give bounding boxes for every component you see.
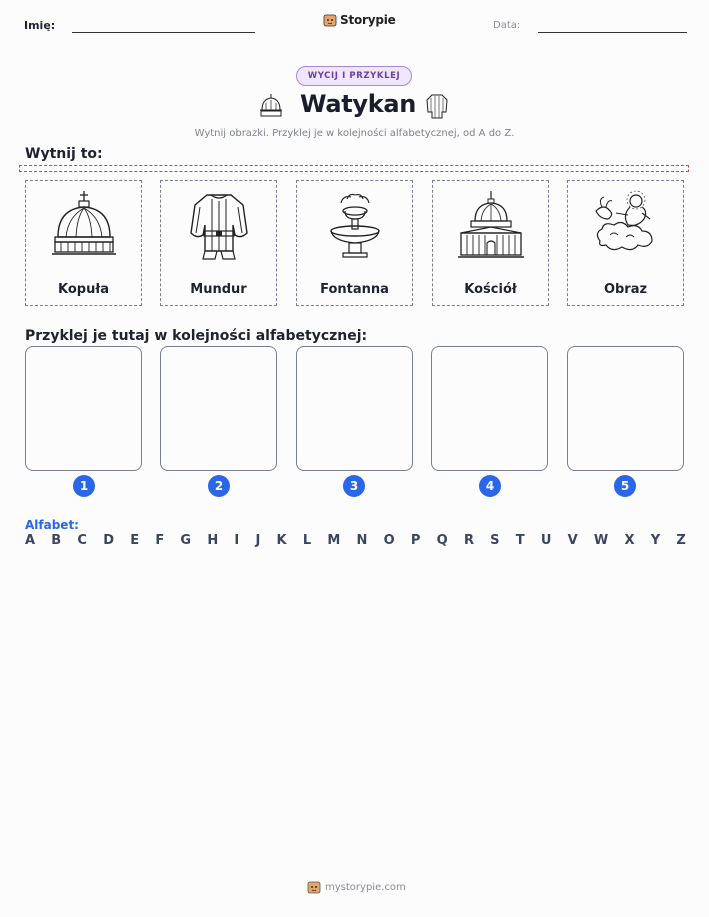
card-label: Kościół xyxy=(464,282,517,297)
alphabet-letter: R xyxy=(463,533,474,548)
alphabet-letter: B xyxy=(51,533,62,548)
alphabet-letter: L xyxy=(302,533,312,548)
alphabet-letter: J xyxy=(255,533,261,548)
paste-section-label: Przyklej je tutaj w kolejności alfabetycznej: xyxy=(25,328,368,344)
cut-card[interactable] xyxy=(296,180,413,306)
cut-card[interactable] xyxy=(432,180,549,306)
alphabet-letter: U xyxy=(540,533,552,548)
activity-badge: WYCIJ I PRZYKLEJ xyxy=(296,66,412,86)
fountain-icon xyxy=(321,189,389,265)
alphabet-letter: A xyxy=(25,533,36,548)
alphabet-letter: Z xyxy=(676,533,686,548)
alphabet-letter: C xyxy=(77,533,87,548)
alphabet-letter: M xyxy=(327,533,341,548)
uniform-icon xyxy=(185,189,253,265)
alphabet-letter: X xyxy=(624,533,635,548)
cut-card[interactable] xyxy=(567,180,684,306)
name-label: Imię: xyxy=(24,19,56,32)
brand-name: Storypie xyxy=(340,13,396,27)
slot-number: 2 xyxy=(208,475,230,497)
slot-number: 5 xyxy=(614,475,636,497)
alphabet-letter: E xyxy=(130,533,140,548)
paste-slot[interactable] xyxy=(296,346,413,471)
paste-slot[interactable] xyxy=(431,346,548,471)
alphabet-letter: W xyxy=(593,533,609,548)
painting-angel-icon xyxy=(592,189,660,265)
cut-line xyxy=(19,165,689,172)
card-label: Mundur xyxy=(190,282,247,297)
footer-link[interactable]: mystorypie.com xyxy=(325,881,406,893)
slot-number: 4 xyxy=(479,475,501,497)
brand-logo xyxy=(323,13,396,27)
alphabet-letter: O xyxy=(383,533,395,548)
paste-slot[interactable] xyxy=(160,346,277,471)
alphabet-letter: H xyxy=(207,533,219,548)
date-field[interactable] xyxy=(538,32,687,33)
alphabet-letter: S xyxy=(490,533,500,548)
alphabet-letter: Y xyxy=(650,533,661,548)
alphabet-letter: K xyxy=(276,533,287,548)
date-label: Data: xyxy=(493,20,521,31)
storypie-logo-icon xyxy=(307,880,321,894)
alphabet-row xyxy=(25,533,686,548)
dome-icon xyxy=(258,92,284,118)
paste-slot[interactable] xyxy=(25,346,142,471)
alphabet-letter: F xyxy=(155,533,165,548)
alphabet-letter: D xyxy=(103,533,114,548)
alphabet-letter: G xyxy=(180,533,192,548)
church-icon xyxy=(457,189,525,265)
alphabet-letter: V xyxy=(567,533,578,548)
alphabet-letter: I xyxy=(234,533,240,548)
cut-card[interactable] xyxy=(160,180,277,306)
cut-card[interactable] xyxy=(25,180,142,306)
slot-number: 1 xyxy=(73,475,95,497)
instructions: Wytnij obrazki. Przyklej je w kolejności alfabetycznej, od A do Z. xyxy=(194,128,515,139)
uniform-icon xyxy=(423,92,451,120)
dome-icon xyxy=(50,189,118,265)
card-label: Obraz xyxy=(603,282,648,297)
footer xyxy=(307,880,406,894)
slot-number: 3 xyxy=(343,475,365,497)
alphabet-letter: P xyxy=(410,533,421,548)
name-field[interactable] xyxy=(72,32,255,33)
card-label: Kopuła xyxy=(58,282,109,297)
page-title: Watykan xyxy=(300,90,417,118)
paste-slot[interactable] xyxy=(567,346,684,471)
storypie-logo-icon xyxy=(323,13,337,27)
alphabet-label: Alfabet: xyxy=(25,518,79,532)
cut-section-label: Wytnij to: xyxy=(25,146,103,162)
alphabet-letter: T xyxy=(515,533,525,548)
alphabet-letter: N xyxy=(356,533,368,548)
alphabet-letter: Q xyxy=(436,533,448,548)
card-label: Fontanna xyxy=(320,282,389,297)
